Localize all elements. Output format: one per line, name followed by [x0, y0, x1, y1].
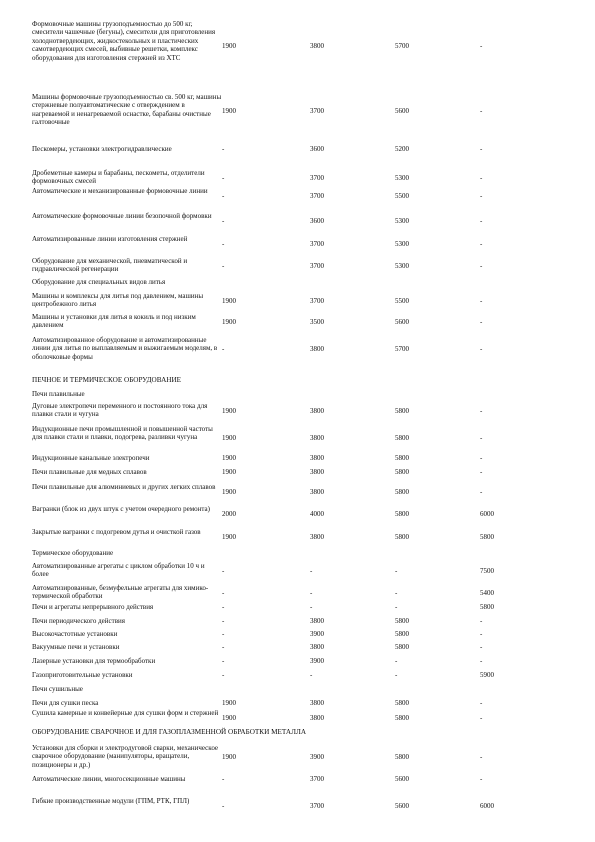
value-cell-2: 3800: [310, 42, 324, 50]
value-cell-1: 1900: [222, 407, 236, 416]
subsection-heading-text: Оборудование для специальных видов литья: [32, 278, 166, 286]
value-cell-4: -: [480, 775, 483, 783]
value-cell-2: 3800: [310, 533, 324, 542]
section-heading-text: ПЕЧНОЕ И ТЕРМИЧЕСКОЕ ОБОРУДОВАНИЕ: [32, 376, 182, 384]
value-cell-2: -: [310, 603, 313, 611]
value-cell-3: -: [395, 657, 398, 665]
value-cell-1: -: [222, 240, 225, 249]
value-cell-3: 5800: [395, 468, 409, 476]
equipment-name: Высокочастотные установки: [32, 630, 118, 638]
value-cell-1: 1900: [222, 297, 236, 306]
equipment-name: Индукционные печи промышленной и повышенной частоты для плавки стали и плавки, подогрева, разливки чугуна: [32, 425, 213, 442]
value-cell-2: 3800: [310, 434, 324, 443]
equipment-name: Вакуумные печи и установки: [32, 643, 120, 651]
value-cell-3: 5600: [395, 802, 409, 811]
value-cell-4: -: [480, 318, 483, 327]
value-cell-2: 3800: [310, 643, 324, 651]
value-cell-1: 1900: [222, 42, 236, 50]
value-cell-4: -: [480, 714, 483, 723]
value-cell-3: 5700: [395, 42, 409, 50]
value-cell-1: 1900: [222, 468, 236, 476]
value-cell-2: -: [310, 589, 313, 598]
equipment-name: Установки для сборки и электродуговой сварки, механическое сварочное оборудование (манипуляторы, вращатели, позиционеры и др.): [32, 744, 219, 769]
value-cell-3: 5600: [395, 106, 409, 115]
value-cell-3: 5300: [395, 262, 409, 271]
value-cell-2: 3700: [310, 174, 324, 183]
value-cell-3: 5800: [395, 753, 409, 762]
value-cell-1: -: [222, 567, 225, 576]
value-cell-1: -: [222, 262, 225, 271]
value-cell-4: -: [480, 262, 483, 271]
value-cell-1: 1900: [222, 318, 236, 327]
value-cell-1: -: [222, 345, 225, 354]
value-cell-1: 1900: [222, 699, 236, 707]
value-cell-3: 5800: [395, 533, 409, 542]
value-cell-1: 1900: [222, 434, 236, 443]
value-cell-1: -: [222, 617, 225, 625]
equipment-name: Машины и установки для литья в кокиль и под низким давлением: [32, 313, 196, 330]
value-cell-4: -: [480, 488, 483, 497]
value-cell-1: 1900: [222, 106, 236, 115]
section-heading-text: ОБОРУДОВАНИЕ СВАРОЧНОЕ И ДЛЯ ГАЗОПЛАЗМЕННОЙ ОБРАБОТКИ МЕТАЛЛА: [32, 728, 307, 736]
value-cell-2: 3700: [310, 106, 324, 115]
value-cell-3: 5800: [395, 454, 409, 462]
value-cell-4: -: [480, 345, 483, 354]
value-cell-4: -: [480, 240, 483, 249]
value-cell-4: -: [480, 643, 483, 651]
value-cell-2: 3900: [310, 630, 324, 638]
value-cell-2: 3500: [310, 318, 324, 327]
equipment-name: Сушила камерные и конвейерные для сушки форм и стержней: [32, 709, 219, 717]
equipment-name: Печи плавильные для медных сплавов: [32, 468, 147, 476]
equipment-name: Закрытые вагранки с подогревом дутья и очисткой газов: [32, 528, 201, 536]
value-cell-4: -: [480, 297, 483, 306]
subsection-heading-text: Печи сушильные: [32, 685, 83, 693]
value-cell-4: 5800: [480, 533, 494, 542]
equipment-name: Печи и агрегаты непрерывного действия: [32, 603, 154, 611]
value-cell-1: -: [222, 192, 225, 201]
value-cell-2: 4000: [310, 510, 324, 519]
equipment-name: Автоматические и механизированные формовочные линии: [32, 187, 208, 195]
value-cell-1: 1900: [222, 488, 236, 497]
value-cell-2: 3800: [310, 407, 324, 416]
value-cell-3: 5800: [395, 407, 409, 416]
equipment-name: Лазерные установки для термообработки: [32, 657, 156, 665]
value-cell-1: -: [222, 657, 225, 665]
value-cell-3: 5800: [395, 510, 409, 519]
subsection-heading-text: Печи плавильные: [32, 390, 85, 398]
value-cell-4: 6000: [480, 802, 494, 811]
value-cell-1: -: [222, 589, 225, 598]
value-cell-4: -: [480, 753, 483, 762]
value-cell-3: -: [395, 603, 398, 611]
equipment-name: Автоматизированные линии изготовления стержней: [32, 235, 188, 243]
value-cell-3: 5700: [395, 345, 409, 354]
value-cell-4: 6000: [480, 510, 494, 519]
value-cell-2: 3800: [310, 468, 324, 476]
value-cell-2: 3700: [310, 802, 324, 811]
equipment-name: Печи для сушки песка: [32, 699, 99, 707]
value-cell-3: 5800: [395, 488, 409, 497]
value-cell-3: 5500: [395, 297, 409, 306]
value-cell-2: 3600: [310, 217, 324, 226]
value-cell-2: 3600: [310, 145, 324, 153]
value-cell-1: -: [222, 802, 225, 811]
value-cell-2: 3700: [310, 192, 324, 201]
value-cell-3: 5800: [395, 630, 409, 638]
value-cell-4: -: [480, 145, 483, 153]
value-cell-3: 5800: [395, 617, 409, 625]
value-cell-2: 3800: [310, 488, 324, 497]
equipment-name: Автоматизированные агрегаты с циклом обработки 10 ч и более: [32, 562, 205, 579]
value-cell-3: -: [395, 671, 398, 679]
value-cell-1: 1900: [222, 454, 236, 462]
equipment-name: Печи плавильные для алюминиевых и других легких сплавов: [32, 483, 216, 491]
value-cell-1: 1900: [222, 753, 236, 762]
equipment-name: Пескомеры, установки электрогидравлические: [32, 145, 172, 153]
value-cell-3: 5600: [395, 318, 409, 327]
value-cell-3: 5200: [395, 145, 409, 153]
value-cell-4: -: [480, 617, 483, 625]
value-cell-3: 5800: [395, 699, 409, 707]
value-cell-4: 5900: [480, 671, 494, 679]
equipment-name: Автоматизированное оборудование и автоматизированные линии для литья по выплавляемым и выжигаемым моделям, в оболочковые формы: [32, 336, 218, 361]
value-cell-2: 3800: [310, 454, 324, 462]
equipment-name: Автоматические линии, многосекционные машины: [32, 775, 186, 783]
value-cell-3: 5600: [395, 775, 409, 783]
value-cell-2: 3800: [310, 714, 324, 723]
value-cell-2: 3900: [310, 753, 324, 762]
value-cell-4: -: [480, 106, 483, 115]
value-cell-1: -: [222, 775, 225, 783]
equipment-name: Формовочные машины грузоподъемностью до 500 кг, смесители чашечные (бегуны), смесители для приготовления холоднотвердеющих, жидкостекольных и пластических самотвердеющих смесей, выбивные решетки, комплекс оборудования для изготовления стержней из ХТС: [32, 20, 216, 62]
value-cell-4: -: [480, 434, 483, 443]
value-cell-2: 3800: [310, 617, 324, 625]
equipment-name: Гибкие производственные модули (ГПМ, РТК, ГПЛ): [32, 797, 190, 805]
value-cell-4: 7500: [480, 567, 494, 576]
subsection-heading-text: Термическое оборудование: [32, 549, 114, 557]
value-cell-3: 5800: [395, 714, 409, 723]
value-cell-4: -: [480, 42, 483, 50]
value-cell-3: 5800: [395, 434, 409, 443]
value-cell-1: 2000: [222, 510, 236, 519]
value-cell-4: 5800: [480, 603, 494, 611]
value-cell-4: -: [480, 192, 483, 201]
value-cell-4: -: [480, 657, 483, 665]
value-cell-1: -: [222, 145, 225, 153]
value-cell-2: 3900: [310, 657, 324, 665]
value-cell-4: -: [480, 468, 483, 476]
value-cell-3: 5500: [395, 192, 409, 201]
equipment-name: Автоматические формовочные линии безопочной формовки: [32, 212, 212, 220]
value-cell-3: -: [395, 567, 398, 576]
value-cell-3: -: [395, 589, 398, 598]
value-cell-3: 5800: [395, 643, 409, 651]
value-cell-3: 5300: [395, 217, 409, 226]
value-cell-4: -: [480, 217, 483, 226]
value-cell-2: 3700: [310, 297, 324, 306]
value-cell-2: 3700: [310, 240, 324, 249]
value-cell-2: -: [310, 567, 313, 576]
value-cell-2: 3800: [310, 345, 324, 354]
value-cell-4: 5400: [480, 589, 494, 598]
value-cell-3: 5300: [395, 240, 409, 249]
value-cell-1: -: [222, 174, 225, 183]
value-cell-2: 3700: [310, 775, 324, 783]
value-cell-1: 1900: [222, 714, 236, 723]
equipment-name: Индукционные канальные электропечи: [32, 454, 150, 462]
value-cell-4: -: [480, 407, 483, 416]
equipment-name: Печи периодического действия: [32, 617, 125, 625]
equipment-name: Дуговые электропечи переменного и постоянного тока для плавки стали и чугуна: [32, 402, 208, 419]
value-cell-3: 5300: [395, 174, 409, 183]
value-cell-1: -: [222, 630, 225, 638]
value-cell-4: -: [480, 699, 483, 707]
equipment-name: Газоприготовительные установки: [32, 671, 133, 679]
value-cell-2: 3700: [310, 262, 324, 271]
value-cell-4: -: [480, 630, 483, 638]
value-cell-1: -: [222, 217, 225, 226]
value-cell-4: -: [480, 174, 483, 183]
equipment-name: Оборудование для механической, пневматической и гидравлической регенерации: [32, 257, 188, 274]
value-cell-2: 3800: [310, 699, 324, 707]
equipment-name: Машины формовочные грузоподъемностью св. 500 кг, машины стержневые полуавтоматические с отверждением в нагреваемой и ненагреваемой оснастке, барабаны очистные галтовочные: [32, 93, 222, 127]
value-cell-1: -: [222, 603, 225, 611]
value-cell-4: -: [480, 454, 483, 462]
value-cell-2: -: [310, 671, 313, 679]
equipment-name: Автоматизированные, безмуфельные агрегаты для химико-термической обработки: [32, 584, 209, 601]
value-cell-1: -: [222, 671, 225, 679]
equipment-name: Вагранки (блок из двух штук с учетом очередного ремонта): [32, 505, 210, 513]
equipment-name: Дробеметные камеры и барабаны, пескометы, отделители формовочных смесей: [32, 169, 205, 186]
value-cell-1: -: [222, 643, 225, 651]
value-cell-1: 1900: [222, 533, 236, 542]
equipment-name: Машины и комплексы для литья под давлением, машины центробежного литья: [32, 292, 204, 309]
